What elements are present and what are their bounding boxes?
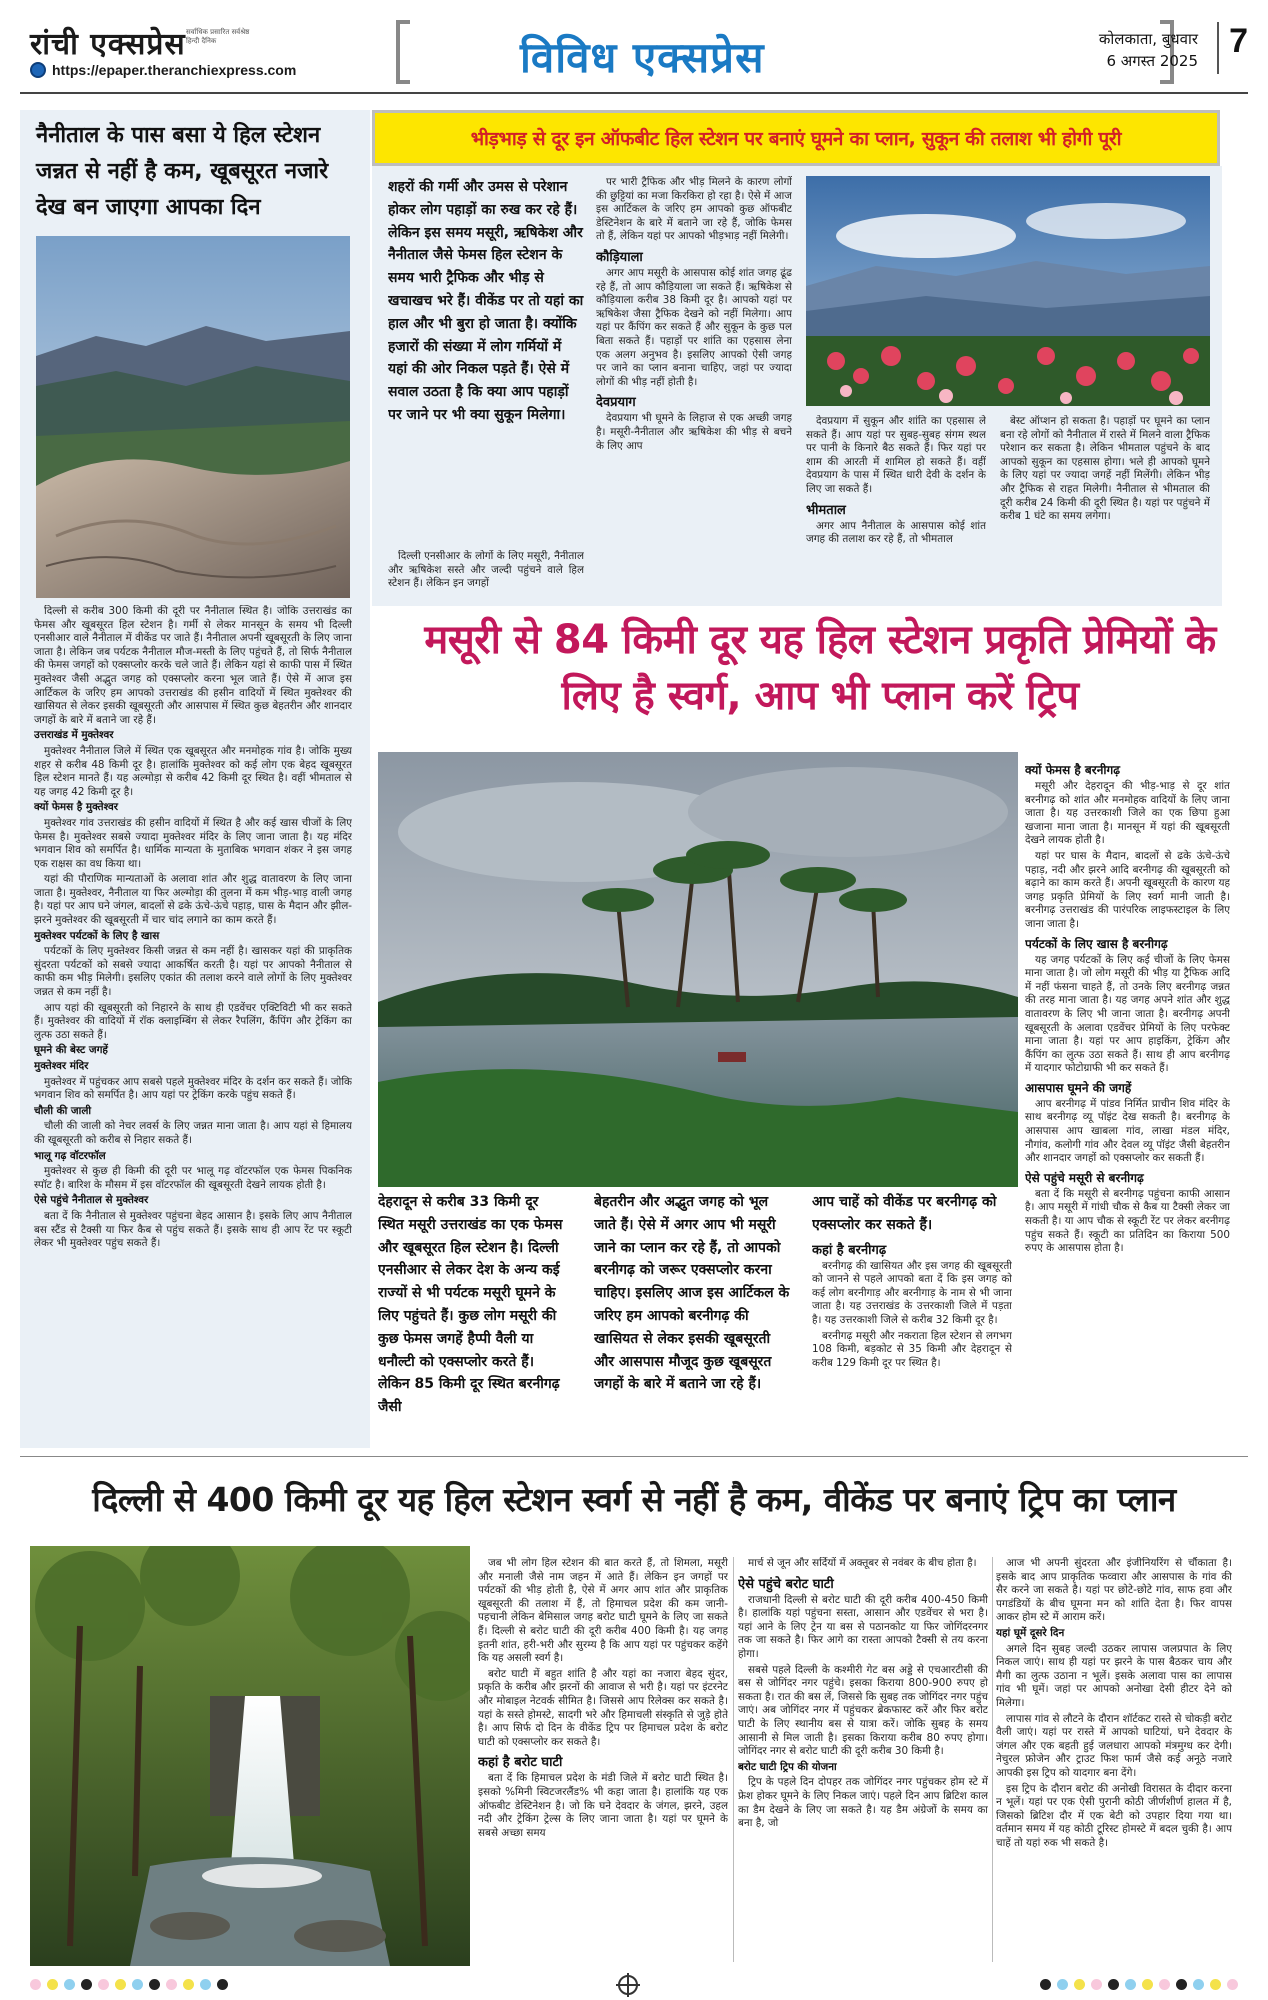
color-dot <box>1210 1979 1221 1990</box>
globe-icon <box>30 62 46 78</box>
paragraph: मुक्तेश्वर में पहुंचकर आप सबसे पहले मुक्तेश्वर मंदिर के दर्शन कर सकते हैं। जोकि भगवान शिव को समर्पित है। आप यहां पर ट्रेकिंग करके पहुंच सकते हैं। <box>34 1075 352 1102</box>
color-dot <box>132 1979 143 1990</box>
subheading-nearby-places: आसपास घूमने की जगहें <box>1025 1080 1132 1095</box>
subheading-how-to-reach: ऐसे पहुंचे मसूरी से बरनीगढ़ <box>1025 1170 1144 1185</box>
color-dot <box>1227 1979 1238 1990</box>
column-rule <box>733 1557 734 1962</box>
top-story-col1 <box>388 550 584 600</box>
subheading-trip-plan: बरोट घाटी ट्रिप की योजना <box>738 1760 837 1773</box>
color-dot <box>98 1979 109 1990</box>
color-dots-left <box>30 1979 228 1990</box>
top-story-col4 <box>1000 415 1210 605</box>
subheading-why-famous: क्यों फेमस है बरनीगढ़ <box>1025 763 1120 777</box>
color-dot <box>1193 1979 1204 1990</box>
subheading: ऐसे पहुंचे नैनीताल से मुक्तेश्वर <box>34 1194 149 1207</box>
paragraph: मार्च से जून और सर्दियों में अक्तूबर से नवंबर के बीच होता है। <box>748 1557 977 1569</box>
color-dot <box>30 1979 41 1990</box>
paragraph: बरोट घाटी में बहुत शांति है और यहां का नजारा बेहद सुंदर, प्रकृति के करीब और झरनों की आवाज से भरी है। यहां पर इंटरनेट और मोबाइल नेटवर्क सीमित है। जिससे आप रिलेक्स कर सकते है। यहां के सस्ते होमस्टे, सादगी भरे और हिमाचली संस्कृति से जुड़े होते है। आप सिर्फ दो दिन के वीकेंड ट्रिप पर हिमाचल प्रदेश के बरोट घाटी को एक्सप्लोर कर सकते है। <box>478 1667 728 1748</box>
paragraph: अगर आप नैनीताल के आसपास कोई शांत जगह की तलाश कर रहे हैं, तो भीमताल <box>806 519 986 546</box>
color-dot <box>1074 1979 1085 1990</box>
subheading: चौली की जाली <box>34 1104 92 1117</box>
paragraph: मुक्तेश्वर गांव उत्तराखंड की हसीन वादियों में स्थित है और कई खास चीजों के लिए फेमस है। मुक्तेश्वर सबसे ज्यादा मुक्तेश्वर मंदिर के लिए जाना जाता है। यह मंदिर भगवान शिव को समर्पित है। धार्मिक मान्यता के मुताबिक भगवान शंकर ने इस जगह एक राक्षस का वध किया था। <box>34 816 352 870</box>
subheading-reach-barot: ऐसे पहुंचे बरोट घाटी <box>738 1576 834 1592</box>
backwater-palms-photo <box>378 752 1018 1187</box>
color-dot <box>1125 1979 1136 1990</box>
paragraph: लापास गांव से लौटने के दौरान शॉर्टकट रास्ते से चोकड़ी बरोट वैली जाएं। यहां पर रास्ते में आपको घाटियां, घने देवदार के जंगल और एक बहती हुई जलधारा आपको मंत्रमुग्ध कर देगी। नेचुरल फ्रोजेन और ट्राउट फिश फार्म जैसे कई अनूठे नजारे आपकी इस ट्रिप को यादगार बना देंगे। <box>996 1712 1232 1779</box>
brand-tagline: सर्वाधिक प्रसारित सर्वश्रेष्ठ हिन्दी दैनिक <box>186 28 250 45</box>
subheading-kodiyala: कौड़ियाला <box>596 249 643 265</box>
color-dot <box>149 1979 160 1990</box>
flowers-valley-photo <box>806 176 1210 406</box>
mid-story-col3 <box>812 1191 1012 1431</box>
subheading-special-for-tourists: पर्यटकों के लिए खास है बरनीगढ़ <box>1025 936 1168 951</box>
issue-date: 6 अगस्त 2025 <box>1106 52 1198 70</box>
waterfall-image <box>30 1546 470 1966</box>
dateline <box>1099 28 1198 72</box>
paragraph: ट्रिप के पहले दिन दोपहर तक जोगिंदर नगर पहुंचकर होम स्टे में फ्रेश होकर घूमने के लिए निकल जाएं। पहले दिन आप ब्रिटिश काल का डैम देखने के लिए जा सकते है। यह डैम अंग्रेजों के समय का बना है, जो <box>738 1776 988 1830</box>
left-story-headline: नैनीताल के पास बसा ये हिल स्टेशन जन्नत से नहीं है कम, खूबसूरत नजारे देख बन जाएगा आपका दिन <box>36 123 329 220</box>
mountain-view-photo <box>36 236 350 598</box>
mid-story-lead-col3: आप चाहें को वीकेंड पर बरनीगढ़ को एक्सप्लोर कर सकते हैं। <box>812 1194 997 1233</box>
section-bracket-left <box>396 20 410 84</box>
paragraph: आप यहां की खूबसूरती को निहारने के साथ ही एडवेंचर एक्टिविटी भी कर सकते हैं। मुक्तेश्वर की वादियों में रॉक क्लाइम्बिंग से लेकर रैपलिंग, कैंपिंग और ट्रेकिंग का लुत्फ उठा सकते हैं। <box>34 1001 352 1041</box>
masthead <box>20 12 1248 90</box>
paragraph: बरनीगढ़ मसूरी और नकराता हिल स्टेशन से लगभग 108 किमी, बड़कोट से 35 किमी और देहरादून से करीब 129 किमी दूर पर स्थित है। <box>812 1329 1012 1369</box>
registration-mark-icon <box>618 1975 638 1995</box>
mountain-rock-image <box>36 236 350 598</box>
paragraph: जब भी लोग हिल स्टेशन की बात करते हैं, तो शिमला, मसूरी और मनाली जैसे नाम जहन में आते हैं। लेकिन इन जगहों पर पर्यटकों की भीड़ होती है, ऐसे में अगर आप शांत और प्राकृतिक खूबसूरती की तलाश में हैं, तो हिमाचल प्रदेश की कम जानी-पहचानी लेकिन बेमिसाल जगह बरोट घाटी घूमने के लिए जा सकते हैं। दिल्ली से बरोट घाटी की दूरी करीब 400 किमी है। यह जगह इतनी शांत, हरी-भरी और सुरम्य है कि आप यहां पर पहुंचकर कहेंगे कि यह असली स्वर्ग है। <box>478 1557 728 1665</box>
color-dot <box>115 1979 126 1990</box>
paragraph: दिल्ली से करीब 300 किमी की दूरी पर नैनीताल स्थित है। जोकि उत्तराखंड का फेमस और खूबसूरत हिल स्टेशन है। गर्मी से लेकर मानसून के समय भी दिल्ली एनसीआर वाले नैनीताल में वीकेंड पर जाते हैं। नैनीताल अपनी खूबसूरती के लिए जाना जाता है। लेकिन जब पर्यटक नैनीताल मौज-मस्ती के लिए पहुंचते हैं, तो सिर्फ नैनीताल की फेमस जगहों को एक्सप्लोर करके चले जाते हैं। लेकिन यहां से काफी पास में स्थित मुक्तेश्वर जैसी अद्भुत जगह को एक्सप्लोर करना भूल जाते हैं। ऐसे में आज इस आर्टिकल के जरिए हम आपको उत्तराखंड की हसीन वादियों में स्थित मुक्तेश्वर की खासियत से लेकर इसकी खूबसूरती और आसपास में स्थित कुछ बेहतरीन और शानदार जगहों के बारे में बताने जा रहे हैं। <box>34 605 352 726</box>
paragraph: बरनीगढ़ की खासियत और इस जगह की खूबसूरती को जानने से पहले आपको बता दें कि इस जगह को कई लोग बरनीगाड़ और बरनीगाड़ के नाम से भी जाना जाता है। यह उत्तराखंड के उत्तरकाशी जिले में पड़ता है। यह उत्तरकाशी जिले से करीब 32 किमी दूर है। <box>812 1259 1012 1326</box>
subheading: उत्तराखंड में मुक्तेश्वर <box>34 729 114 742</box>
color-dots-right <box>1040 1979 1238 1990</box>
paragraph: बता दें कि मसूरी से बरनीगढ़ पहुंचना काफी आसान है। आप मसूरी में गांधी चौक से कैब या टैक्सी लेकर जा सकती है। या आप चौक से स्कूटी रेंट पर लेकर बरनीगढ़ पहुंच सकते हैं। स्कूटी का प्रतिदिन का किराया 500 रुपए के आसपास होता है। <box>1025 1187 1230 1255</box>
top-story-headline-banner <box>372 110 1220 166</box>
subheading-day-two: यहां घूमें दूसरे दिन <box>996 1626 1065 1639</box>
newspaper-logo: रांची एक्सप्रेस <box>30 27 186 62</box>
paragraph: यहां पर घास के मैदान, बादलों से ढके ऊंचे-ऊंचे पहाड़, नदी और झरने आदि बरनीगढ़ की खूबसूरती को बढ़ाने का काम करते हैं। अपनी खूबसूरती के कारण यह जगह प्रकृति प्रेमियों के लिए स्वर्ग मानी जाती है। बरनीगढ़ उत्तराखंड की पारंपरिक लाइफस्टाइल के लिए जाना जाता है। <box>1025 849 1230 930</box>
paragraph: बता दें कि हिमाचल प्रदेश के मंडी जिले में बरोट घाटी स्थित है। इसको %मिनी स्विटजरलैंड% भी कहा जाता है। हालांकि यह एक ऑफबीट डेस्टिनेशन है। जो कि घने देवदार के जंगल, झरने, उहल नदी और ट्रेकिंग ट्रेल्स के लिए जाना जाता है। यहां पर घूमने के सबसे अच्छा समय <box>478 1772 728 1839</box>
print-registration-strip <box>0 1975 1268 1995</box>
paragraph: देवप्रयाग में सुकून और शांति का एहसास ले सकते हैं। आप यहां पर सुबह-सुबह संगम स्थल पर पानी के किनारे बैठ सकते हैं। फिर यहां पर शाम की आरती में शामिल हो सकते हैं। वहीं देवप्रयाग के पास में स्थित धारी देवी के दर्शन के लिए जा सकते हैं। <box>806 415 986 495</box>
paragraph: दिल्ली एनसीआर के लोगों के लिए मसूरी, नैनीताल और ऋषिकेश सस्ते और जल्दी पहुंचने वाले हिल स्टेशन हैं। लेकिन इन जगहों <box>388 550 584 590</box>
section-title: विविध एक्सप्रेस <box>520 33 765 82</box>
paragraph: मसूरी और देहरादून की भीड़-भाड़ से दूर शांत बरनीगढ़ को शांत और मनमोहक वादियों के लिए जाना जाता है। यह उत्तरकाशी जिले का एक छिपा हुआ खजाना माना जाता है। मानसून में यहां की खूबसूरती देखने लायक होती है। <box>1025 780 1230 847</box>
subheading-devprayag: देवप्रयाग <box>596 395 636 411</box>
color-dot <box>200 1979 211 1990</box>
top-story-headline: भीड़भाड़ से दूर इन ऑफबीट हिल स्टेशन पर बनाएं घूमने का प्लान, सुकून की तलाश भी होगी पूरी <box>470 128 1122 150</box>
color-dot <box>217 1979 228 1990</box>
flowers-mountain-image <box>806 176 1210 406</box>
top-story-col2 <box>596 176 792 601</box>
left-story-body <box>34 605 352 1443</box>
paragraph: देवप्रयाग भी घूमने के लिहाज से एक अच्छी जगह है। मसूरी-नैनीताल और ऋषिकेश की भीड़ से बचने के लिए आप <box>596 412 792 452</box>
paragraph: सबसे पहले दिल्ली के कश्मीरी गेट बस अड्डे से एचआरटीसी की बस से जोगिंदर नगर पहुंचे। इसका किराया 800-900 रुपए हो सकता है। रात की बस लें, जिससे कि सुबह तक जोगिंदर नगर पहुंच जाएं। अब जोगिंदर नगर में पहुंचकर ब्रेकफास्ट करें और फिर बरोट घाटी के लिए स्थानीय बस से यात्रा करें। जोकि सुबह के समय आसानी से मिल जाती है। इसका किराया करीब 80 रुपए होगा। जोगिंदर नगर से बरोट घाटी की दूरी करीब 30 किमी है। <box>738 1663 988 1758</box>
subheading: घूमने की बेस्ट जगहें <box>34 1044 108 1057</box>
color-dot <box>1057 1979 1068 1990</box>
color-dot <box>183 1979 194 1990</box>
section-divider <box>20 1456 1248 1457</box>
mid-story-lead-col1: देहरादून से करीब 33 किमी दूर स्थित मसूरी उत्तराखंड का एक फेमस और खूबसूरत हिल स्टेशन है। दिल्ली एनसीआर से लेकर देश के अन्य कई राज्यों से भी पर्यटक मसूरी घूमने के लिए पहुंचते हैं। कुछ लोग मसूरी की कुछ फेमस जगहें हैप्पी वैली या धनौल्टी को एक्सप्लोर करते हैं। लेकिन 85 किमी दूर स्थित बरनीगढ़ जैसी <box>378 1194 563 1416</box>
color-dot <box>1091 1979 1102 1990</box>
mid-story-sidebar <box>1025 758 1230 1448</box>
paragraph: पर्यटकों के लिए मुक्तेश्वर किसी जन्नत से कम नहीं है। खासकर यहां की प्राकृतिक सुंदरता पर्यटकों को सबसे ज्यादा आकर्षित करती है। यहां पर आपको नैनीताल से काफी कम भीड़ मिलेगी। इसलिए एकांत की तलाश करने वाले लोगों के लिए मुक्तेश्वर जन्नत से कम नहीं है। <box>34 945 352 999</box>
paragraph: बता दें कि नैनीताल से मुक्तेश्वर पहुंचना बेहद आसान है। इसके लिए आप नैनीताल बस स्टैंड से टैक्सी या फिर कैब से पहुंच सकते हैं। इसके साथ ही आप रेंट पर स्कूटी लेकर भी मुक्तेश्वर पहुंच सकते हैं। <box>34 1209 352 1250</box>
paragraph: यह जगह पर्यटकों के लिए कई चीजों के लिए फेमस माना जाता है। जो लोग मसूरी की भीड़ या ट्रैफिक आदि में नहीं फंसना चाहते हैं, तो उनके लिए बरनीगढ़ जन्नत की तरह माना जाता है। यह जगह अपने शांत और शुद्ध वातावरण के लिए भी जाना जाता है। बरनीगढ़ अपनी खूबसूरती के अलावा एडवेंचर प्रेमियों के लिए परफेक्ट माना जाता है। यहां पर आप हाइकिंग, ट्रेकिंग और कैंपिंग का लुत्फ उठा सकते हैं। साथ ही आप बरनीगढ़ में यादगार फोटोग्राफी भी कर सकते हैं। <box>1025 953 1230 1075</box>
bottom-story-headline: दिल्ली से 400 किमी दूर यह हिल स्टेशन स्वर्ग से नहीं है कम, वीकेंड पर बनाएं ट्रिप का प्लान <box>92 1480 1176 1519</box>
paragraph: मुक्तेश्वर से कुछ ही किमी की दूरी पर भालू गढ़ वॉटरफॉल एक फेमस पिकनिक स्पॉट है। बारिश के मौसम में इस वॉटरफॉल की खूबसूरती देखने लायक होती है। <box>34 1165 352 1191</box>
bottom-story-col2 <box>738 1557 988 1962</box>
subheading: भालू गढ़ वॉटरफॉल <box>34 1149 106 1162</box>
lake-palm-trees-image <box>378 752 1018 1187</box>
subheading: मुक्तेश्वर मंदिर <box>34 1060 89 1072</box>
page-number: 7 <box>1217 22 1248 74</box>
color-dot <box>1108 1979 1119 1990</box>
color-dot <box>1159 1979 1170 1990</box>
bottom-story-col1 <box>478 1557 728 1962</box>
paragraph: आज भी अपनी सुंदरता और इंजीनियरिंग से चौंकाता है। इसके बाद आप प्राकृतिक फव्वारा और आसपास के गांव की सैर करने जा सकते है। यहां पर छोटे-छोटे गांव, साफ हवा और पगडंडियों के बीच घूमना मन को शांति देता है। फिर वापस आकर होम स्टे में आराम करें। <box>996 1557 1232 1624</box>
paragraph: चौली की जाली को नेचर लवर्स के लिए जन्नत माना जाता है। आप यहां से हिमालय की खूबसूरती को करीब से निहार सकते हैं। <box>34 1120 352 1146</box>
top-story-lead: शहरों की गर्मी और उमस से परेशान होकर लोग पहाड़ों का रुख कर रहे हैं। लेकिन इस समय मसूरी, ऋषिकेश और नैनीताल जैसे फेमस हिल स्टेशन के समय भारी ट्रैफिक और भीड़ से खचाखच भरे हैं। वीकेंड पर तो यहां का हाल और भी बुरा हो जाता है। क्योंकि हजारों की संख्या में लोग गर्मियों में यहां की ओर निकल पड़ते हैं। ऐसे में सवाल उठता है कि क्या आप पहाड़ों पर जाने पर भी क्या सुकून मिलेगा। <box>388 179 584 423</box>
paragraph: राजधानी दिल्ली से बरोट घाटी की दूरी करीब 400-450 किमी है। हालांकि यहां पहुंचना सस्ता, आसान और एडवेंचर से भरा है। यहां आने के लिए ट्रेन या बस से पठानकोट या फिर जोगिंदरनगर तक जा सकते है। फिर आगे का रास्ता आपको टैक्सी से तय करना होगा। <box>738 1593 988 1660</box>
paragraph: अगर आप मसूरी के आसपास कोई शांत जगह ढूंढ रहे हैं, तो आप कौड़ियाला जा सकते हैं। ऋषिकेश से कौड़ियाला करीब 38 किमी दूर है। आपको यहां पर ऋषिकेश जैसा ट्रैफिक देखने को नहीं मिलेगा। आप यहां पर कैंपिंग कर सकते हैं और सुकून के कुछ पल बिता सकते हैं। पहाड़ों पर शांति का एहसास लेना एक अलग अनुभव है। इसलिए आपको ऐसी जगह पर जाने का प्लान बनाना चाहिए, जहां पर ज्यादा लोगों की भीड़ नहीं होती है। <box>596 266 792 388</box>
subheading: क्यों फेमस है मुक्तेश्वर <box>34 801 119 814</box>
color-dot <box>1142 1979 1153 1990</box>
color-dot <box>81 1979 92 1990</box>
subheading: मुक्तेश्वर पर्यटकों के लिए है खास <box>34 929 160 942</box>
color-dot <box>64 1979 75 1990</box>
color-dot <box>1040 1979 1051 1990</box>
paragraph: पर भारी ट्रैफिक और भीड़ मिलने के कारण लोगों की छुट्टियां का मजा किरकिरा हो रहा है। ऐसे में आज इस आर्टिकल के जरिए हम आपको कुछ ऑफबीट डेस्टिनेशन के बारे में बताने जा रहे हैं, जोकि फेमस तो हैं, लेकिन यहां पर आपको भीड़भाड़ नहीं मिलेगी। <box>596 176 792 243</box>
mid-story-lead-col2: बेहतरीन और अद्भुत जगह को भूल जाते हैं। ऐसे में अगर आप भी मसूरी जाने का प्लान कर रहे हैं, तो आपको बरनीगढ़ को जरूर एक्सप्लोर करना चाहिए। इसलिए आज इस आर्टिकल के जरिए हम आपको बरनीगढ़ की खासियत से लेकर इसकी खूबसूरती और आसपास मौजूद कुछ खूबसूरत जगहों के बारे में बताने जा रहे हैं। <box>594 1194 790 1393</box>
epaper-url-text[interactable]: https://epaper.theranchiexpress.com <box>52 62 297 78</box>
color-dot <box>166 1979 177 1990</box>
paragraph: यहां की पौराणिक मान्यताओं के अलावा शांत और शुद्ध वातावरण के लिए जाना जाता है। मुक्तेश्वर, नैनीताल या फिर अल्मोड़ा की तुलना में कम भीड़-भाड़ वाली जगह है। यहां पर आप घने जंगल, बादलों से ढके ऊंचे-ऊंचे पहाड़, घास के मैदान और झील-झरने मुक्तेश्वर की खूबसूरती में चार चांद लगाने का काम करते हैं। <box>34 873 352 927</box>
color-dot <box>1176 1979 1187 1990</box>
subheading-where-barnigarh: कहां है बरनीगढ़ <box>812 1242 887 1258</box>
paragraph: अगले दिन सुबह जल्दी उठकर लापास जलप्रपात के लिए निकल जाएं। साथ ही यहां पर झरने के पास बैठकर चाय और मैगी का लुत्फ उठाना न भूलें। इसके अलावा पास का लापास गांव भी घूमें। जहां पर आपको अनोखा देसी हीटर देने को मिलेगा। <box>996 1642 1232 1709</box>
bottom-story-col3 <box>996 1557 1232 1962</box>
paragraph: मुक्तेश्वर नैनीताल जिले में स्थित एक खूबसूरत और मनमोहक गांव है। जोकि मुख्य शहर से करीब 48 किमी दूर है। हालांकि मुक्तेश्वर को कई लोग एक बेहद खूबसूरत हिल स्टेशन मानते हैं। यह अल्मोड़ा से करीब 42 किमी दूर स्थित है। वहीं भीमताल से यह जगह 42 किमी दूर है। <box>34 744 352 798</box>
column-rule <box>992 1557 993 1962</box>
subheading-bhimtal: भीमताल <box>806 502 846 518</box>
color-dot <box>47 1979 58 1990</box>
paragraph: आप बरनीगढ़ में पांडव निर्मित प्राचीन शिव मंदिर के साथ बरनीगढ़ व्यू पॉइंट देख सकती है। बरनीगढ़ के आसपास आप खाबला गांव, लाखा मंडल मंदिर, नौगांव, कलोगी गांव और देवल व्यू पॉइंट जैसी बेहतरीन और शानदार जगहों को एक्सप्लोर कर सकती हैं। <box>1025 1097 1230 1165</box>
epaper-url[interactable] <box>30 62 296 78</box>
subheading-where-barot: कहां है बरोट घाटी <box>478 1755 563 1771</box>
mid-story-headline: मसूरी से 84 किमी दूर यह हिल स्टेशन प्रकृति प्रेमियों के लिए है स्वर्ग, आप भी प्लान करें ट्रिप <box>424 617 1216 719</box>
top-story-col3 <box>806 415 986 605</box>
paragraph: इस ट्रिप के दौरान बरोट की अनोखी विरासत के दीदार करना न भूलें। यहां पर एक ऐसी पुरानी कोठी जीर्णशीर्ण हालत में है, जिसको ब्रिटिश दौर में एक बेटी को उपहार दिया गया था। वर्तमान समय में यह कोठी टूरिस्ट होमस्टे में बदल चुकी है। आप चाहें तो यहां रुक भी सकते है। <box>996 1782 1232 1849</box>
city-day: कोलकाता, बुधवार <box>1098 30 1198 48</box>
waterfall-forest-photo <box>30 1546 470 1966</box>
masthead-rule <box>20 92 1248 94</box>
paragraph: बेस्ट ऑप्शन हो सकता है। पहाड़ों पर घूमने का प्लान बना रहे लोगों को नैनीताल में रास्ते में मिलने वाला ट्रैफिक परेशान कर सकता है। लेकिन भीमताल पहुंचने के बाद आपको सुकून का एहसास होगा। भले ही आपको घूमने के लिए यहां पर ज्यादा जगहें नहीं मिलेंगी। लेकिन भीड़ और ट्रैफिक से राहत मिलेगी। नैनीताल से भीमताल की दूरी करीब 24 किमी की दूरी स्थित है। यहां पर पहुंचने में करीब 1 घंटे का समय लगेगा। <box>1000 415 1210 523</box>
